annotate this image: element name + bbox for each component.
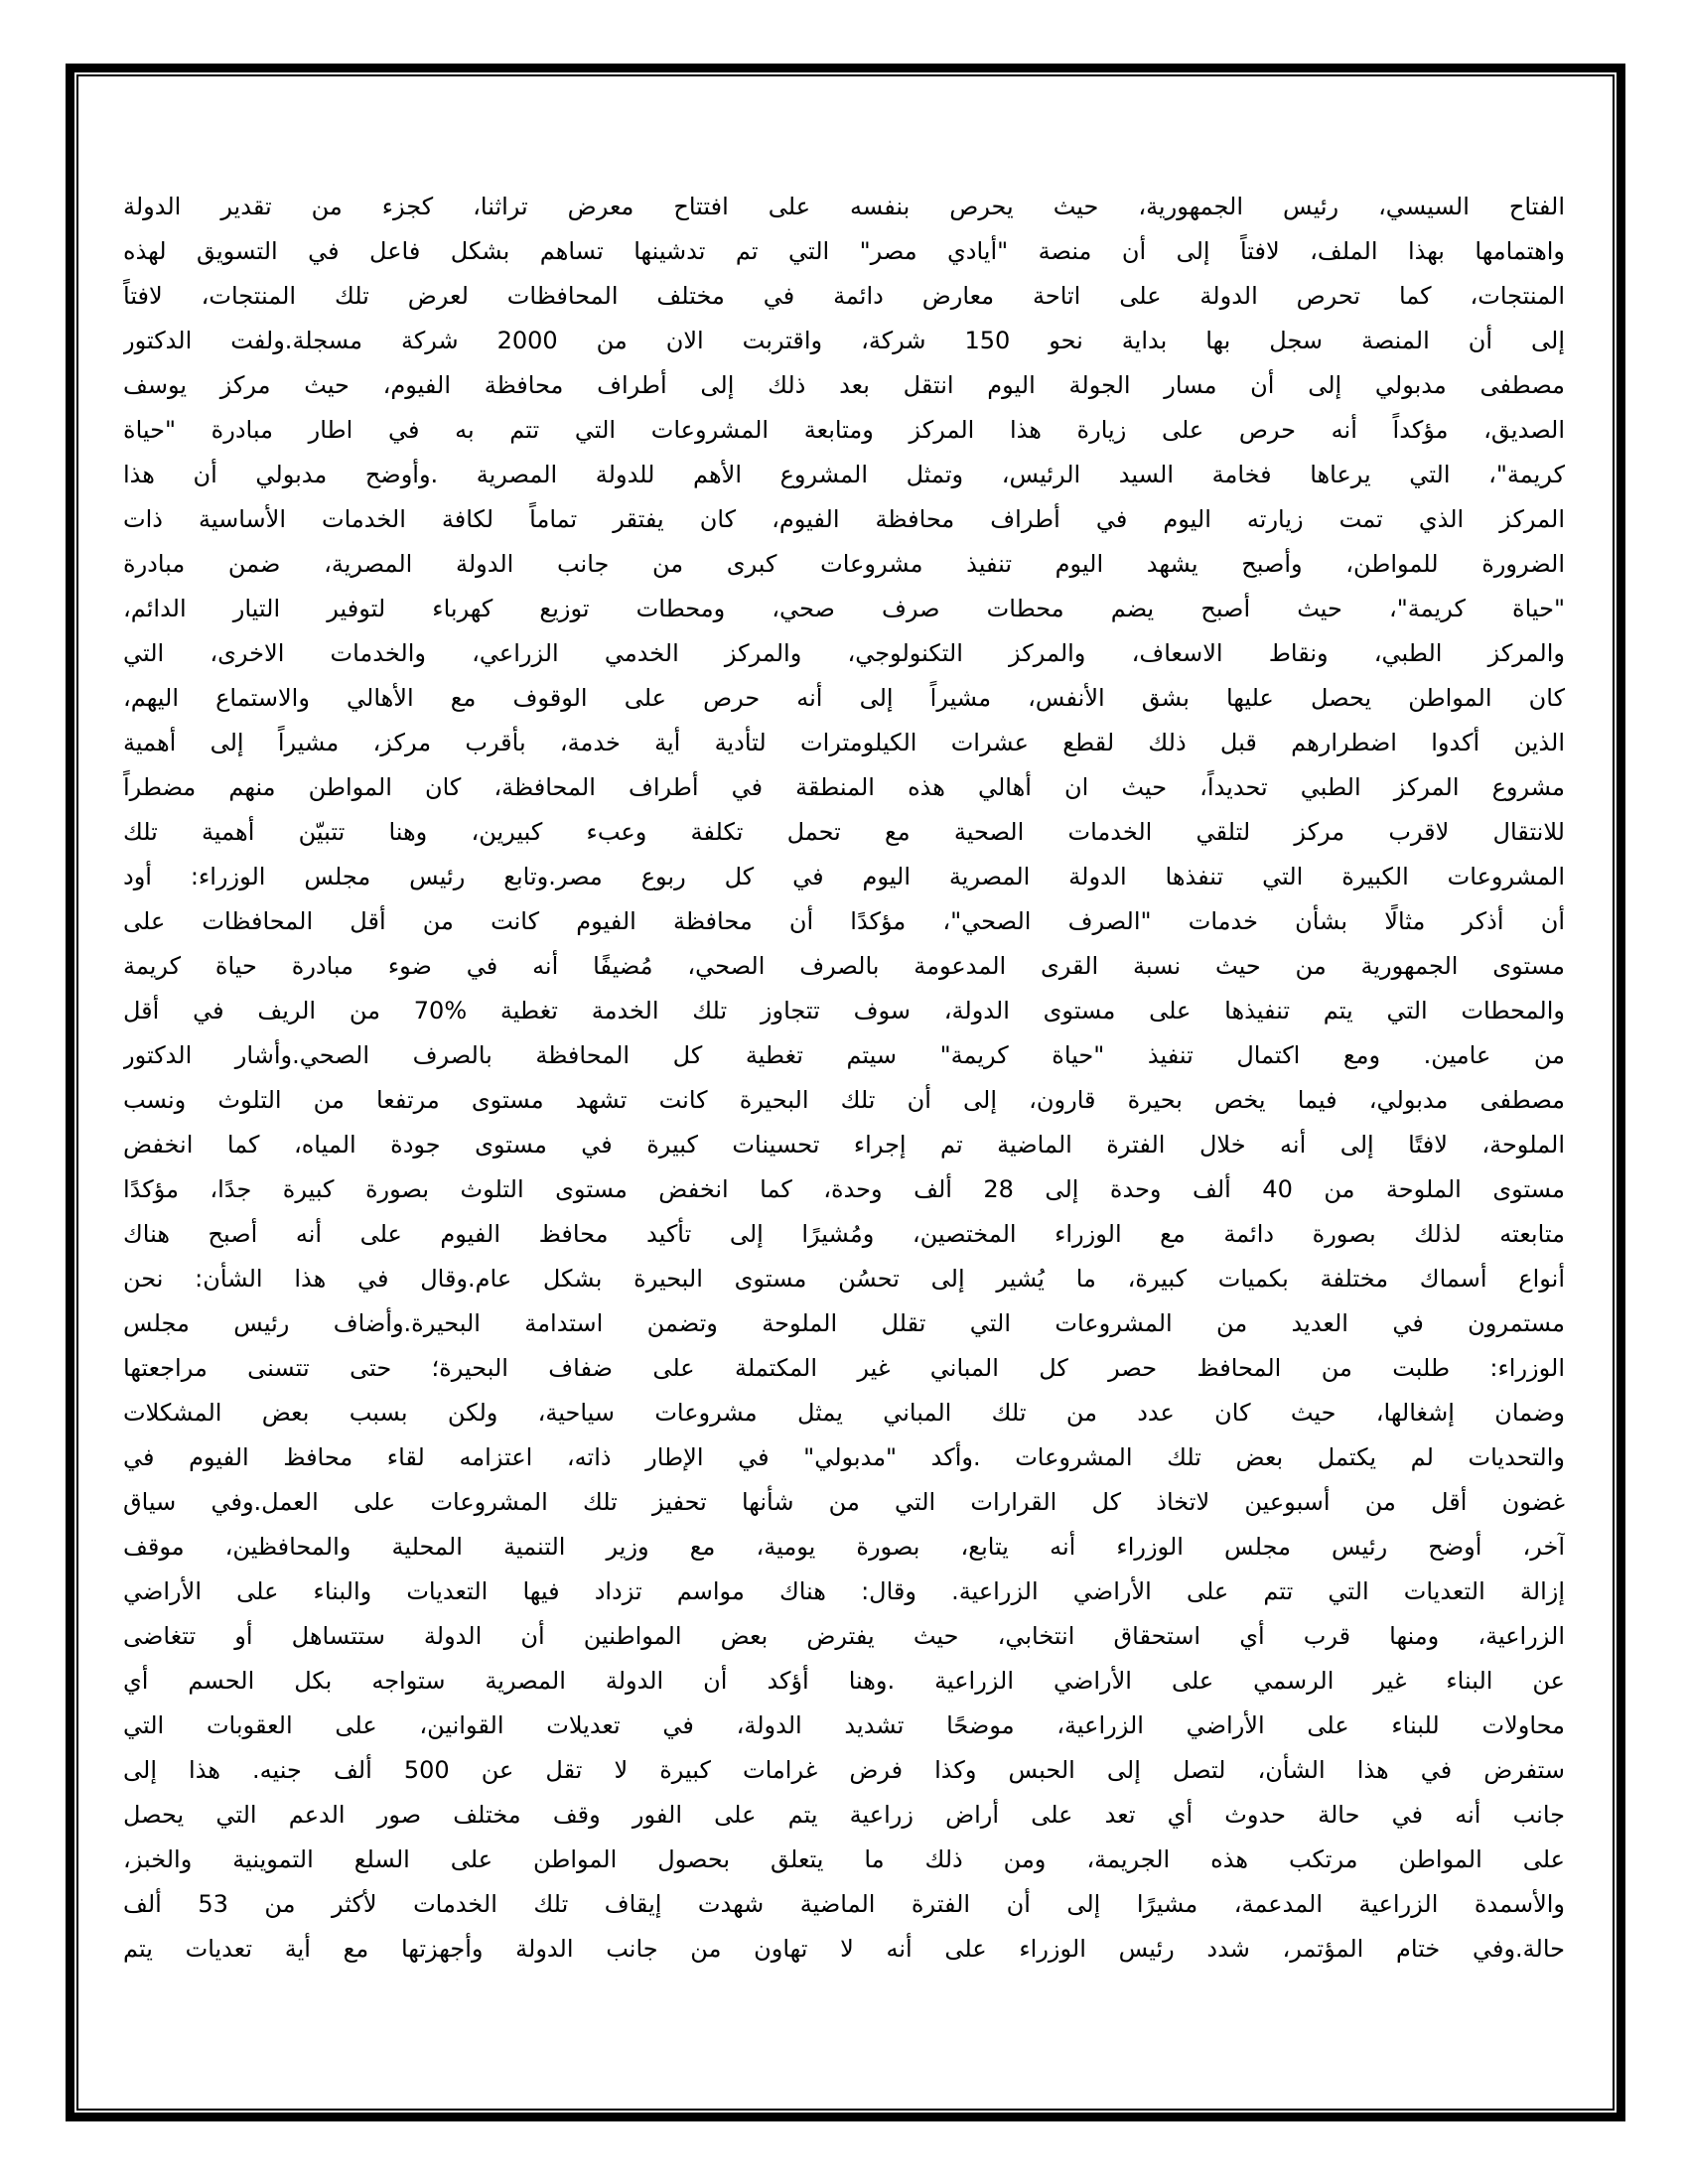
text-line: الوزراء: طلبت من المحافظ حصر كل المباني غير المكتملة على ضفاف البحيرة؛ حتى تتسنى مراجعتها [123,1354,1565,1382]
document-body-text [123,185,1565,1972]
text-line: الضرورة للمواطن، وأصبح يشهد اليوم تنفيذ مشروعات كبرى من جانب الدولة المصرية، ضمن مبادرة [123,550,1565,578]
text-line: والتحديات لم يكتمل بعض تلك المشروعات .وأكد "مدبولي" في الإطار ذاته، اعتزامه لقاء محافظ الفيوم في [123,1443,1565,1471]
text-line: متابعته لذلك بصورة دائمة مع الوزراء المختصين، ومُشيرًا إلى تأكيد محافظ الفيوم على أنه أصبح هناك [123,1220,1565,1248]
text-line: كريمة"، التي يرعاها فخامة السيد الرئيس، وتمثل المشروع الأهم للدولة المصرية .وأوضح مدبولي أن هذا [123,461,1565,488]
text-line: المركز الذي تمت زيارته اليوم في أطراف محافظة الفيوم، كان يفتقر تماماً لكافة الخدمات الأساسية ذات [123,505,1565,533]
text-line: والأسمدة الزراعية المدعمة، مشيرًا إلى أن الفترة الماضية شهدت إيقاف تلك الخدمات لأكثر من 53 ألف [123,1890,1565,1918]
text-line: على المواطن مرتكب هذه الجريمة، ومن ذلك ما يتعلق بحصول المواطن على السلع التموينية والخبز، [123,1845,1565,1873]
text-line: جانب أنه في حالة حدوث أي تعد على أراض زراعية يتم على الفور وقف مختلف صور الدعم التي يحصل [123,1801,1565,1829]
text-line: والمركز الطبي، ونقاط الاسعاف، والمركز التكنولوجي، والمركز الخدمي الزراعي، والخدمات الاخرى، التي [123,639,1565,667]
text-line: مستوى الجمهورية من حيث نسبة القرى المدعومة بالصرف الصحي، مُضيفًا أنه في ضوء مبادرة حياة كريمة [123,952,1565,980]
text-line: الزراعية، ومنها قرب أي استحقاق انتخابي، حيث يفترض بعض المواطنين أن الدولة ستتساهل أو تتغاضى [123,1622,1565,1650]
text-line: الذين أكدوا اضطرارهم قبل ذلك لقطع عشرات الكيلومترات لتأدية أية خدمة، بأقرب مركز، مشيراً إلى أهمية [123,729,1565,756]
text-line: "حياة كريمة"، حيث أصبح يضم محطات صرف صحي، ومحطات توزيع كهرباء لتوفير التيار الدائم، [123,595,1565,622]
text-line: عن البناء غير الرسمي على الأراضي الزراعية .وهنا أؤكد أن الدولة المصرية ستواجه بكل الحسم أي [123,1667,1565,1695]
text-line: مصطفى مدبولي، فيما يخص بحيرة قارون، إلى أن تلك البحيرة كانت تشهد مستوى مرتفعا من التلوث ونسب [123,1086,1565,1114]
text-line: أن أذكر مثالًا بشأن خدمات "الصرف الصحي"، مؤكدًا أن محافظة الفيوم كانت من أقل المحافظات على [123,907,1565,935]
text-line: وضمان إشغالها، حيث كان عدد من تلك المباني يمثل مشروعات سياحية، ولكن بسبب بعض المشكلات [123,1399,1565,1427]
text-line: حالة.وفي ختام المؤتمر، شدد رئيس الوزراء على أنه لا تهاون من جانب الدولة وأجهزتها مع أية تعديات يتم [123,1935,1565,1963]
text-line: المنتجات، كما تحرص الدولة على اتاحة معارض دائمة في مختلف المحافظات لعرض تلك المنتجات، لافتاً [123,282,1565,310]
text-line: محاولات للبناء على الأراضي الزراعية، موضحًا تشديد الدولة، في تعديلات القوانين، على العقوبات التي [123,1711,1565,1739]
text-line: آخر، أوضح رئيس مجلس الوزراء أنه يتابع، بصورة يومية، مع وزير التنمية المحلية والمحافظين، موقف [123,1533,1565,1561]
text-line: الفتاح السيسي، رئيس الجمهورية، حيث يحرص بنفسه على افتتاح معرض تراثنا، كجزء من تقدير الدولة [123,193,1565,220]
text-line: والمحطات التي يتم تنفيذها على مستوى الدولة، سوف تتجاوز تلك الخدمة تغطية %70 من الريف في أقل [123,997,1565,1024]
text-line: غضون أقل من أسبوعين لاتخاذ كل القرارات التي من شأنها تحفيز تلك المشروعات على العمل.وفي سياق [123,1488,1565,1516]
text-line: الصديق، مؤكداً أنه حرص على زيارة هذا المركز ومتابعة المشروعات التي تتم به في اطار مبادرة "حياة [123,416,1565,444]
text-line: المشروعات الكبيرة التي تنفذها الدولة المصرية اليوم في كل ربوع مصر.وتابع رئيس مجلس الوزراء: أود [123,863,1565,890]
text-line: من عامين. ومع اكتمال تنفيذ "حياة كريمة" سيتم تغطية كل المحافظة بالصرف الصحي.وأشار الدكتور [123,1041,1565,1069]
text-line: مستوى الملوحة من 40 ألف وحدة إلى 28 ألف وحدة، كما انخفض مستوى التلوث بصورة كبيرة جدًا، مؤكدًا [123,1175,1565,1203]
text-line: كان المواطن يحصل عليها بشق الأنفس، مشيراً إلى أنه حرص على الوقوف مع الأهالي والاستماع اليهم، [123,684,1565,712]
text-line: للانتقال لاقرب مركز لتلقي الخدمات الصحية مع تحمل تكلفة وعبء كبيرين، وهنا تتبيّن أهمية تلك [123,818,1565,846]
text-line: أنواع أسماك مختلفة بكميات كبيرة، ما يُشير إلى تحسُن مستوى البحيرة بشكل عام.وقال في هذا الشأن: نحن [123,1265,1565,1293]
text-line: إزالة التعديات التي تتم على الأراضي الزراعية. وقال: هناك مواسم تزداد فيها التعديات والبناء على الأراضي [123,1577,1565,1605]
text-line: الملوحة، لافتًا إلى أنه خلال الفترة الماضية تم إجراء تحسينات كبيرة في مستوى جودة المياه، كما انخفض [123,1131,1565,1159]
text-line: ستفرض في هذا الشأن، لتصل إلى الحبس وكذا فرض غرامات كبيرة لا تقل عن 500 ألف جنيه. هذا إلى [123,1756,1565,1784]
text-line: واهتمامها بهذا الملف، لافتاً إلى أن منصة "أيادي مصر" التي تم تدشينها تساهم بشكل فاعل في التسويق لهذه [123,237,1565,265]
text-line: مستمرون في العديد من المشروعات التي تقلل الملوحة وتضمن استدامة البحيرة.وأضاف رئيس مجلس [123,1309,1565,1337]
text-line: مصطفى مدبولي إلى أن مسار الجولة اليوم انتقل بعد ذلك إلى أطراف محافظة الفيوم، حيث مركز يوسف [123,371,1565,399]
text-line: إلى أن المنصة سجل بها بداية نحو 150 شركة، واقتربت الان من 2000 شركة مسجلة.ولفت الدكتور [123,327,1565,354]
text-line: مشروع المركز الطبي تحديداً، حيث ان أهالي هذه المنطقة في أطراف المحافظة، كان المواطن منهم مضطراً [123,773,1565,801]
